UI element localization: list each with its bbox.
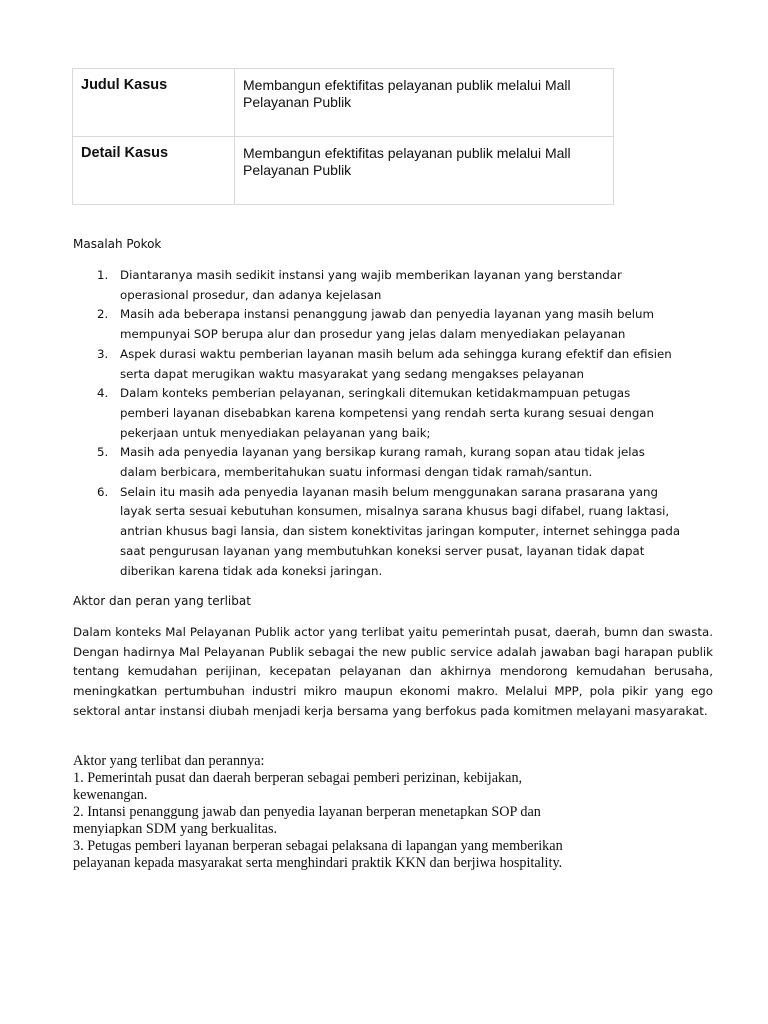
list-item: [73, 305, 713, 344]
list-item-text: Aspek durasi waktu pemberian layanan masih belum ada sehingga kurang efektif dan efisien serta dapat merugikan waktu masyarakat yang sedang mengakses pelayanan: [120, 346, 672, 381]
role-line: menyiapkan SDM yang berkualitas.: [73, 821, 278, 837]
list-item-text: Diantaranya masih sedikit instansi yang wajib memberikan layanan yang berstandar operasional prosedur, dan adanya kejelasan: [120, 268, 622, 302]
list-item-number: 2.: [97, 307, 109, 322]
table-row: [73, 137, 614, 205]
case-detail-label: Detail Kasus: [73, 137, 235, 205]
actors-heading: Aktor dan peran yang terlibat: [73, 594, 251, 608]
list-item-number: 1.: [97, 268, 109, 282]
list-item: [73, 443, 713, 482]
roles-block: [73, 753, 633, 872]
role-line: kewenangan.: [73, 787, 148, 803]
list-item-number: 4.: [97, 386, 109, 401]
case-title-label: Judul Kasus: [73, 69, 235, 137]
roles-heading: Aktor yang terlibat dan perannya:: [73, 753, 265, 769]
list-item: [73, 483, 713, 582]
list-item-number: 5.: [97, 445, 109, 460]
table-row: [73, 69, 614, 137]
actors-paragraph: Dalam konteks Mal Pelayanan Publik actor yang terlibat yaitu pemerintah pusat, daerah, bumn dan swasta. Dengan hadirnya Mal Pelayanan Publik sebagai the new public service adalah jawaban bagi harapan publik tentang kemudahan perijinan, kecepatan pelayanan dan akhirnya mendorong kemudahan berusaha, meningkatkan pertumbuhan industri mikro maupun ekonomi makro. Melalui MPP, pola pikir yang ego sektoral antar instansi diubah menjadi kerja bersama yang berfokus pada komitmen melayani masyarakat.: [73, 625, 713, 718]
case-title-value: Membangun efektifitas pelayanan publik melalui Mall Pelayanan Publik: [235, 69, 614, 137]
list-item-number: 6.: [97, 484, 109, 499]
role-line: 3. Petugas pemberi layanan berperan sebagai pelaksana di lapangan yang memberikan: [73, 838, 563, 854]
case-detail-value: Membangun efektifitas pelayanan publik melalui Mall Pelayanan Publik: [235, 137, 614, 205]
case-table: [72, 68, 614, 205]
list-item-text: Selain itu masih ada penyedia layanan masih belum menggunakan sarana prasarana yang layak serta sesuai kebutuhan konsumen, misalnya sarana khusus bagi difabel, ruang laktasi, antrian khusus bagi lansia, dan sistem konektivitas jaringan komputer, internet sehingga pada saat pengurusan layanan yang membutuhkan koneksi server pusat, layanan tidak dapat diberikan karena tidak ada koneksi jaringan.: [120, 484, 681, 578]
list-item: [73, 345, 713, 384]
problems-heading: Masalah Pokok: [73, 237, 162, 251]
role-line: 1. Pemerintah pusat dan daerah berperan sebagai pemberi perizinan, kebijakan,: [73, 770, 523, 786]
list-item-text: Masih ada penyedia layanan yang bersikap kurang ramah, kurang sopan atau tidak jelas dalam berbicara, memberitahukan suatu informasi dengan tidak ramah/santun.: [120, 445, 645, 480]
role-line: pelayanan kepada masyarakat serta menghindari praktik KKN dan berjiwa hospitality.: [73, 855, 563, 871]
problem-list: [73, 266, 713, 581]
list-item-number: 3.: [97, 346, 109, 361]
list-item-text: Masih ada beberapa instansi penanggung jawab dan penyedia layanan yang masih belum mempunyai SOP berupa alur dan prosedur yang jelas dalam menyediakan pelayanan: [120, 307, 655, 342]
list-item-text: Dalam konteks pemberian pelayanan, seringkali ditemukan ketidakmampuan petugas pemberi layanan disebabkan karena kompetensi yang rendah serta kurang sesuai dengan pekerjaan untuk menyediakan pelayanan yang baik;: [120, 386, 655, 440]
role-line: 2. Intansi penanggung jawab dan penyedia layanan berperan menetapkan SOP dan: [73, 804, 541, 820]
list-item: [73, 266, 713, 305]
list-item: [73, 384, 713, 443]
